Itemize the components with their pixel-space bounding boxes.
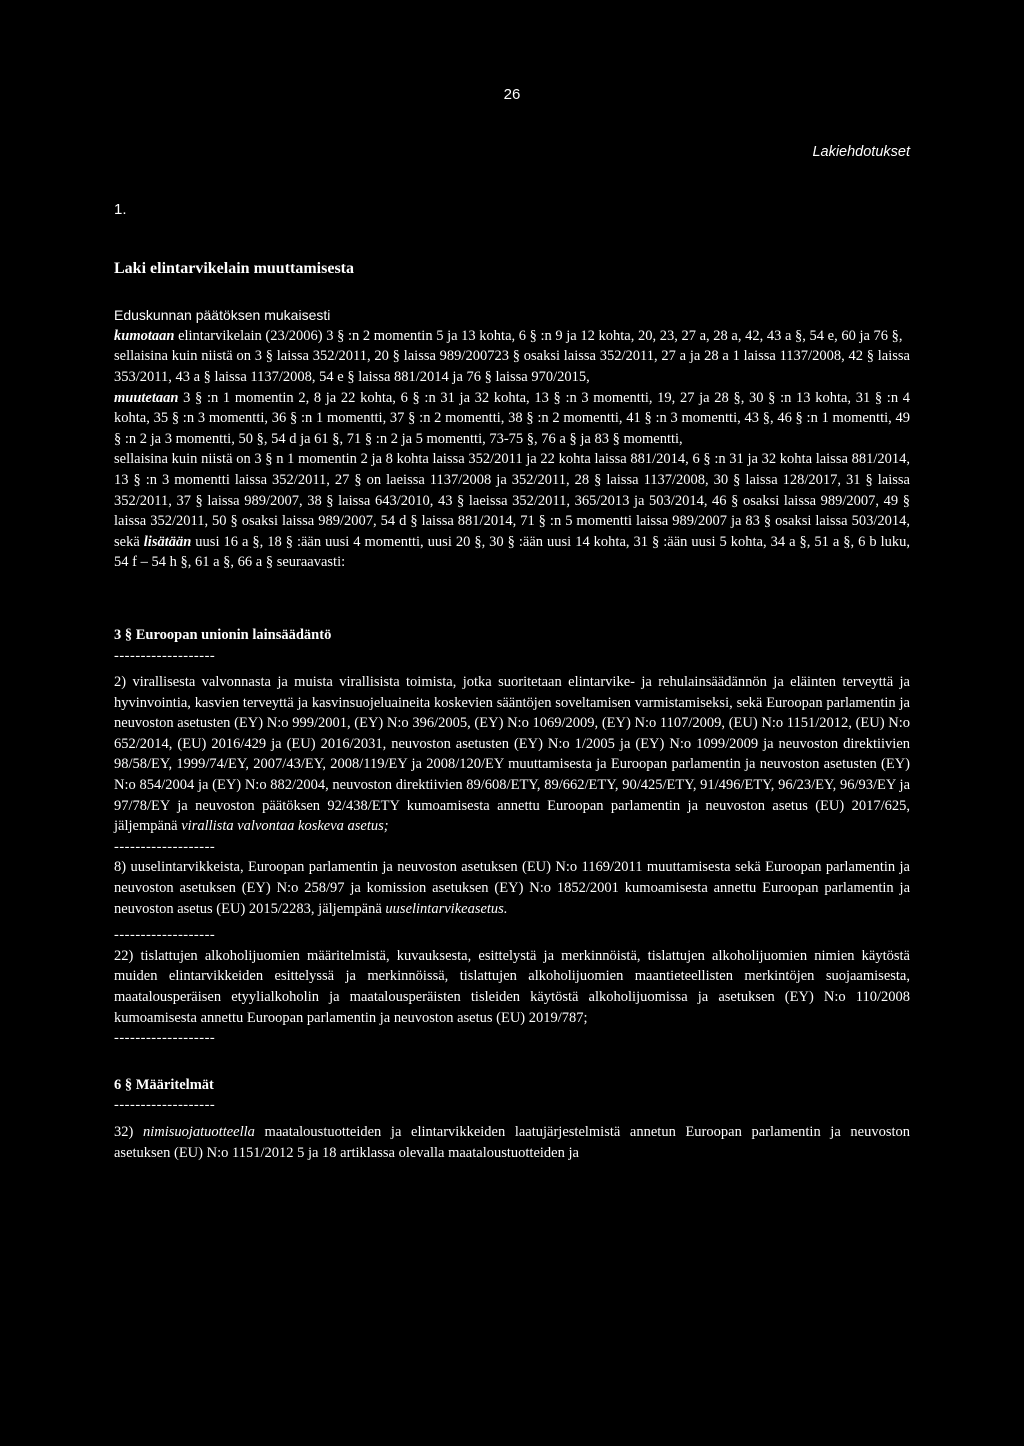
add-keyword: lisätään (143, 533, 192, 550)
section-6-item-32 (114, 1122, 910, 1163)
repeal-paragraph (114, 326, 910, 347)
repeal-text: elintarvikelain (23/2006) 3 § :n 2 momentin 5 ja 13 kohta, 6 § :n 9 ja 12 kohta, 20, 23, 27 a, 28 a, 42, 43 a §, 54 e, 60 ja 76 §, (174, 327, 903, 344)
amend-detail-text: sellaisina kuin niistä on 3 § n 1 momentin 2 ja 8 kohta laissa 352/2011 ja 22 kohta laissa 881/2014, 6 § :n 31 ja 32 kohta laissa 881/2014, 13 § :n 3 momentti laissa 352/2011, 27 § on laeissa 1137/2008 ja 352/2011, 28 § laissa 1137/2008, 30 § laissa 128/2017, 31 § laissa 352/2011, 37 § laissa 989/2007, 38 § laissa 643/2010, 43 § laeissa 352/2011, 365/2013 ja 503/2014, 46 § osaksi laissa 989/2007, 49 § laissa 352/2011, 50 § osaksi laissa 989/2007, 54 d § laissa 881/2014, 71 § :n 5 momentti laissa 989/2007 ja 83 § osaksi laissa 503/2014, sekä (114, 451, 910, 550)
repeal-keyword: kumotaan (114, 327, 175, 344)
amend-text: 3 § :n 1 momentin 2, 8 ja 22 kohta, 6 § :n 31 ja 32 kohta, 13 § :n 3 momentti, 19, 27 ja 28 §, 30 § :n 13 kohta, 31 § :n 4 kohta, 35 § :n 3 momentti, 36 § :n 1 momentti, 37 § :n 2 momentti, 38 § :n 2 momentti, 41 § :n 3 momentti, 43 §, 46 § :n 1 momentti, 49 § :n 2 ja 3 momentti, 50 §, 54 d ja 61 §, 71 § :n 2 ja 5 momentti, 73-75 §, 76 a § ja 83 § momentti, (114, 389, 910, 447)
document-body (114, 200, 910, 1163)
section-6-heading: 6 § Määritelmät (114, 1076, 214, 1093)
add-text: uusi 16 a §, 18 § :ään uusi 4 momentti, uusi 20 §, 30 § :ään uusi 14 kohta, 31 § :ään uusi 5 kohta, 34 a §, 51 a §, 6 b luku, 54 f – 54 h §, 61 a §, 66 a § seuraavasti: (114, 533, 911, 571)
amend-detail (114, 449, 910, 573)
item-2-text: 2) virallisesta valvonnasta ja muista virallisista toimista, jotka suoritetaan elintarvike- ja rehulainsäädännön ja eläinten terveyttä ja hyvinvointia, kasvien terveyttä ja kasvinsuojeluaineita koskevien sääntöjen soveltamisen varmistamiseksi, sekä Euroopan parlamentin ja neuvoston asetusten (EY) N:o 999/2001, (EY) N:o 396/2005, (EY) N:o 1069/2009, (EY) N:o 1107/2009, (EU) N:o 1151/2012, (EU) N:o 652/2014, (EU) 2016/429 ja (EU) 2016/2031, neuvoston asetusten (EY) N:o 1/2005 ja (EY) N:o 1099/2009 ja neuvoston direktiivien 98/58/EY, 1999/74/EY, 2007/43/EY, 2008/119/EY ja 2008/120/EY muuttamisesta ja Euroopan parlamentin ja neuvoston asetusten (EY) N:o 854/2004 ja (EY) N:o 882/2004, neuvoston direktiivien 89/608/ETY, 89/662/ETY, 90/425/ETY, 91/496/ETY, 96/23/EY, 96/93/EY ja 97/78/EY ja neuvoston päätöksen 92/438/ETY kumoamisesta annettu Euroopan parlamentin ja neuvoston asetus (EU) 2017/625, jäljempänä (114, 674, 910, 835)
item-2-term: virallista valvontaa koskeva asetus; (181, 818, 389, 835)
item-8-term: uuselintarvikeasetus. (385, 900, 508, 917)
section-3-item-22: 22) tislattujen alkoholijuomien määritelmistä, kuvauksesta, esittelystä ja merkinnöistä, tislattujen alkoholijuomien nimien käytöstä muiden elintarvikkeiden esittelyssä ja merkinnöissä, tislattujen alkoholijuomien maantieteellisten merkintöjen suojaamisesta, maatalousperäisen etyylialkoholin ja maatalousperäisten tisleiden käytöstä alkoholijuomissa ja asetuksen (EY) N:o 110/2008 kumoamisesta annettu Euroopan parlamentin ja neuvoston asetus (EU) 2019/787; (114, 947, 910, 1026)
separator: ------------------- (114, 647, 216, 664)
item-32-text: maataloustuotteiden ja elintarvikkeiden laatujärjestelmistä annetun Euroopan parlamentin ja neuvoston asetuksen (EU) N:o 1151/2012 5 ja 18 artiklassa olevalla maataloustuotteiden ja (114, 1123, 910, 1161)
item-32-term: nimisuojatuotteella (142, 1123, 255, 1140)
separator: ------------------- (114, 838, 216, 855)
section-3-heading: 3 § Euroopan unionin lainsäädäntö (114, 626, 332, 643)
separator: ------------------- (114, 927, 216, 944)
separator: ------------------- (114, 1030, 216, 1047)
item-32-number: 32) (114, 1123, 143, 1140)
amend-paragraph (114, 388, 910, 450)
enactment-clause: Eduskunnan päätöksen mukaisesti (114, 307, 331, 324)
section-3-item-8 (114, 857, 910, 919)
running-head: Lakiehdotukset (812, 144, 910, 160)
law-title: Laki elintarvikelain muuttamisesta (114, 259, 355, 277)
separator: ------------------- (114, 1097, 216, 1114)
section-3-item-2 (114, 672, 910, 837)
item-8-text: 8) uuselintarvikkeista, Euroopan parlamentin ja neuvoston asetuksen (EU) N:o 1169/2011 muuttamisesta sekä Euroopan parlamentin ja neuvoston asetuksen (EY) N:o 258/97 ja komission asetuksen (EY) N:o 1852/2001 kumoamisesta annettu Euroopan parlamentin ja neuvoston asetus (EU) 2015/2283, jäljempänä (114, 859, 910, 917)
amend-keyword: muutetaan (114, 389, 179, 406)
repeal-detail: sellaisina kuin niistä on 3 § laissa 352/2011, 20 § laissa 989/200723 § osaksi laissa 352/2011, 27 a ja 28 a 1 laissa 1137/2008, 42 § laissa 353/2011, 43 a § laissa 1137/2008, 54 e § laissa 881/2014 ja 76 § laissa 970/2015, (114, 348, 910, 385)
law-number: 1. (114, 201, 127, 218)
page-number: 26 (503, 86, 521, 103)
